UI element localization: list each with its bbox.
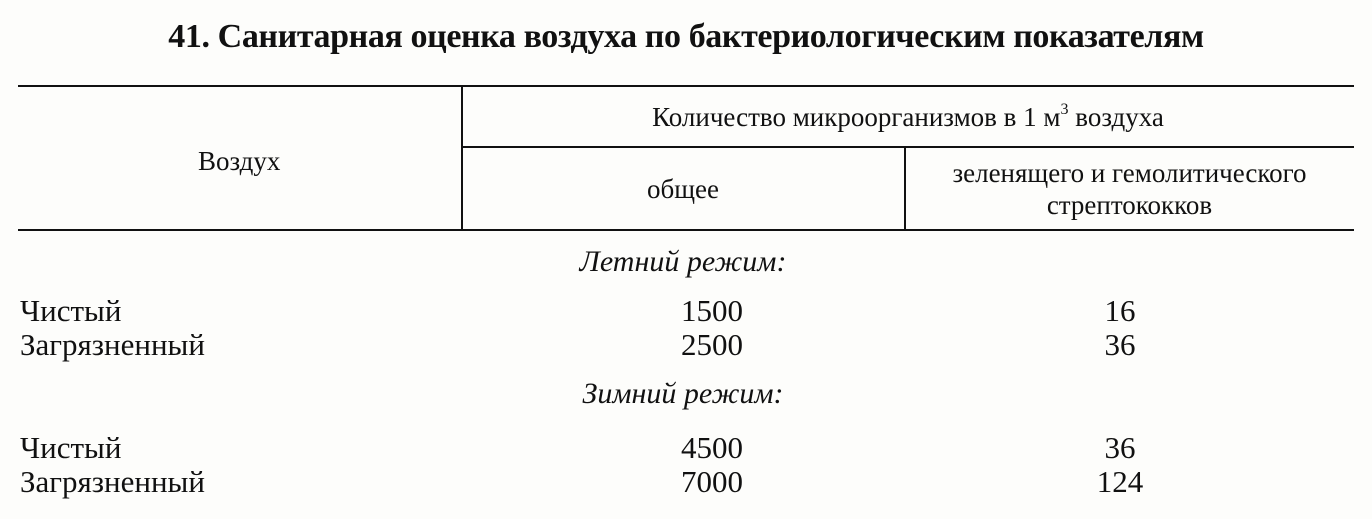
section-label-winter: Зимний режим: bbox=[582, 377, 784, 410]
row-strep-value: 124 bbox=[1096, 464, 1144, 499]
table-title: 41. Санитарная оценка воздуха по бактериологическим показателям bbox=[168, 18, 1204, 55]
section-label-summer: Летний режим: bbox=[579, 245, 787, 278]
row-air-label: Чистый bbox=[20, 293, 122, 328]
row-total-value: 7000 bbox=[681, 464, 743, 499]
header-group-text: Количество микроорганизмов в 1 м bbox=[652, 102, 1061, 132]
header-group-text-after: воздуха bbox=[1068, 102, 1164, 132]
row-strep-value: 36 bbox=[1104, 327, 1136, 362]
row-air-label: Загрязненный bbox=[20, 327, 205, 362]
header-col-strep-line1: зеленящего и гемолитического bbox=[952, 158, 1307, 188]
row-air-label: Загрязненный bbox=[20, 464, 205, 499]
header-group-count bbox=[462, 102, 1354, 133]
header-col-total: общее bbox=[647, 174, 719, 204]
row-strep-value: 36 bbox=[1104, 430, 1136, 465]
table-top-rule bbox=[18, 85, 1354, 87]
row-strep-value: 16 bbox=[1104, 293, 1136, 328]
row-air-label: Чистый bbox=[20, 430, 122, 465]
header-group-rule bbox=[462, 146, 1354, 148]
row-total-value: 1500 bbox=[681, 293, 743, 328]
header-col-strep-line2: стрептококков bbox=[1046, 190, 1213, 220]
row-total-value: 2500 bbox=[681, 327, 743, 362]
header-bottom-rule bbox=[18, 229, 1354, 231]
header-col-air: Воздух bbox=[198, 146, 281, 176]
header-group-superscript: 3 bbox=[1060, 101, 1069, 118]
row-total-value: 4500 bbox=[681, 430, 743, 465]
